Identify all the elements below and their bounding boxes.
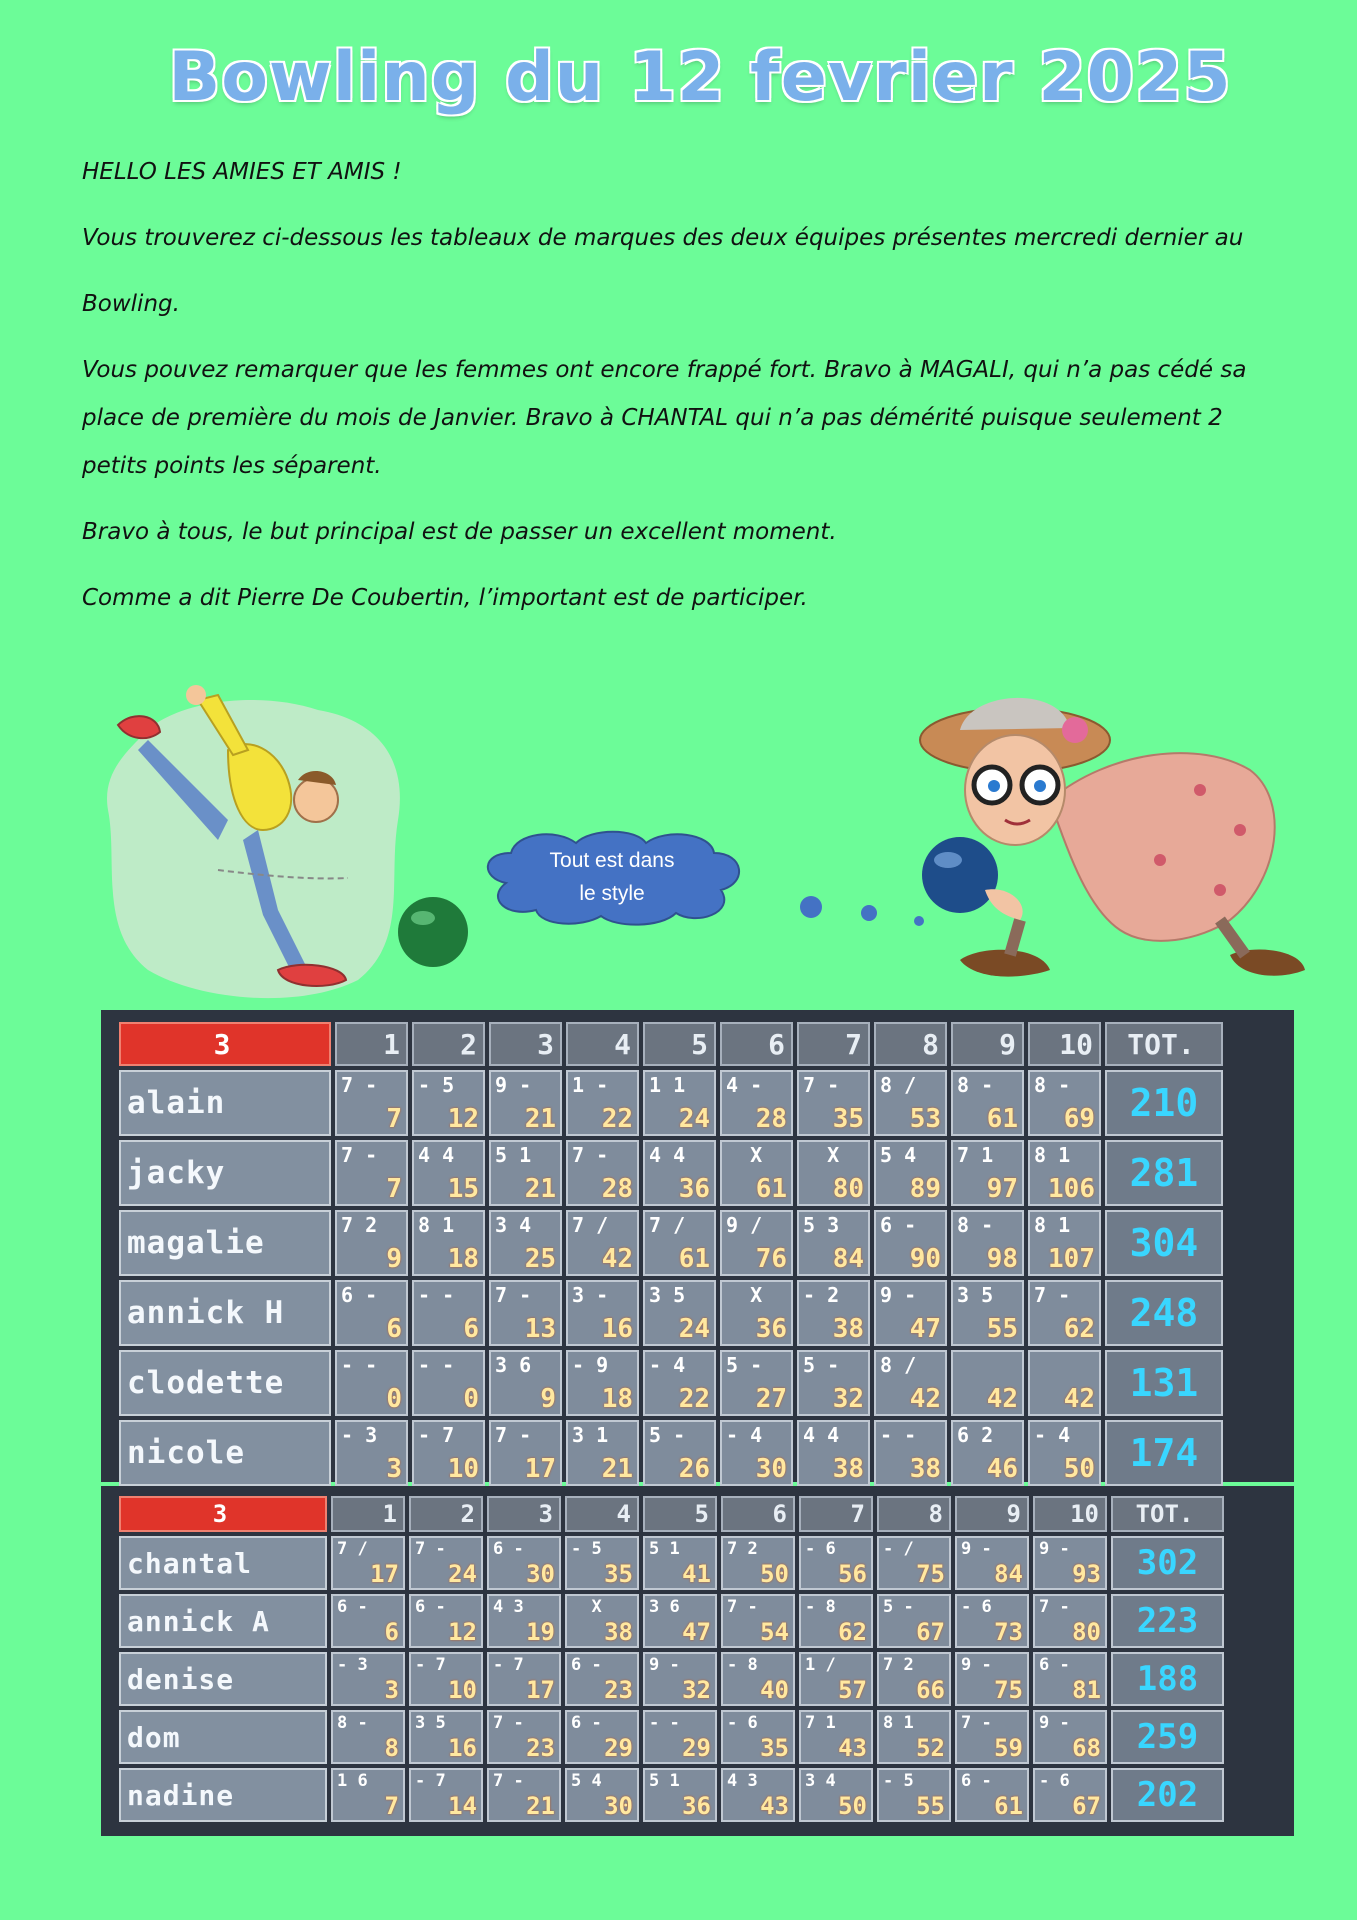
frame-header: 1	[335, 1022, 408, 1066]
paragraph-2: Bowling.	[82, 291, 180, 317]
frame-cell: - - 0	[335, 1350, 408, 1416]
frame-cell: 9 - 32	[643, 1652, 717, 1706]
frame-cell: 5 - 27	[720, 1350, 793, 1416]
frame-header: 8	[877, 1496, 951, 1532]
player-total: 302	[1111, 1536, 1224, 1590]
player-total: 188	[1111, 1652, 1224, 1706]
frame-cell: - 6 67	[1033, 1768, 1107, 1822]
frame-cell: 42	[1028, 1350, 1101, 1416]
frame-cell: 5 1 41	[643, 1536, 717, 1590]
frame-cell: 3 6 47	[643, 1594, 717, 1648]
frame-cell: 7 - 21	[487, 1768, 561, 1822]
player-name: nadine	[119, 1768, 327, 1822]
blue-bowling-ball	[922, 837, 998, 913]
bowling-man-illustration	[78, 680, 478, 1010]
frame-cell: - 3 3	[331, 1652, 405, 1706]
frame-cell: 7 / 17	[331, 1536, 405, 1590]
frame-cell: 6 - 61	[955, 1768, 1029, 1822]
player-row	[119, 1768, 1224, 1822]
frame-cell: 7 2 66	[877, 1652, 951, 1706]
frame-cell: 9 - 47	[874, 1280, 947, 1346]
game-label: 3	[119, 1496, 327, 1532]
frame-cell: 7 - 17	[489, 1420, 562, 1486]
frame-cell: 8 / 53	[874, 1070, 947, 1136]
page-title: Bowling du 12 fevrier 2025	[168, 38, 1232, 117]
frame-cell: 9 - 93	[1033, 1536, 1107, 1590]
frame-cell: 3 - 16	[566, 1280, 639, 1346]
frame-cell: 9 - 75	[955, 1652, 1029, 1706]
frame-header: 1	[331, 1496, 405, 1532]
frame-cell: X 80	[797, 1140, 870, 1206]
player-total: 131	[1105, 1350, 1223, 1416]
scoreboard-2-table	[115, 1492, 1228, 1826]
frame-cell: 8 1 107	[1028, 1210, 1101, 1276]
frame-cell: 7 2 50	[721, 1536, 795, 1590]
frame-cell: 5 3 84	[797, 1210, 870, 1276]
frame-cell: - 4 22	[643, 1350, 716, 1416]
frame-cell: - 4 50	[1028, 1420, 1101, 1486]
player-total: 304	[1105, 1210, 1223, 1276]
player-total: 174	[1105, 1420, 1223, 1486]
frame-cell: 5 4 89	[874, 1140, 947, 1206]
scoreboard-1-table	[115, 1018, 1227, 1490]
player-name: dom	[119, 1710, 327, 1764]
frame-cell: 5 - 26	[643, 1420, 716, 1486]
frame-cell: - 5 12	[412, 1070, 485, 1136]
frame-cell: 8 - 61	[951, 1070, 1024, 1136]
frame-cell: 6 - 12	[409, 1594, 483, 1648]
frame-cell: 4 3 19	[487, 1594, 561, 1648]
frame-cell: 4 4 36	[643, 1140, 716, 1206]
player-row	[119, 1652, 1224, 1706]
frame-cell: 9 - 84	[955, 1536, 1029, 1590]
player-total: 248	[1105, 1280, 1223, 1346]
frame-cell: 8 / 42	[874, 1350, 947, 1416]
frame-cell: - - 29	[643, 1710, 717, 1764]
frame-cell: - 7 10	[409, 1652, 483, 1706]
scoreboard-2-header	[119, 1496, 1224, 1532]
scoreboard-1	[101, 1010, 1294, 1482]
frame-header: 7	[797, 1022, 870, 1066]
frame-cell: 3 5 16	[409, 1710, 483, 1764]
player-name: nicole	[119, 1420, 331, 1486]
frame-cell: 6 - 90	[874, 1210, 947, 1276]
total-header: TOT.	[1105, 1022, 1223, 1066]
player-row	[119, 1140, 1223, 1206]
frame-cell: 3 5 55	[951, 1280, 1024, 1346]
frame-cell: - 4 30	[720, 1420, 793, 1486]
grandma-bowler-illustration	[900, 690, 1320, 1000]
frame-header: 3	[487, 1496, 561, 1532]
frame-cell: - - 38	[874, 1420, 947, 1486]
frame-cell: 7 - 62	[1028, 1280, 1101, 1346]
frame-cell: 4 - 28	[720, 1070, 793, 1136]
frame-cell: 9 - 21	[489, 1070, 562, 1136]
paragraph-1: Vous trouverez ci-dessous les tableaux de marques des deux équipes présentes mercredi dernier au	[82, 225, 1244, 251]
frame-cell: 5 - 67	[877, 1594, 951, 1648]
player-row	[119, 1710, 1224, 1764]
frame-cell: 7 2 9	[335, 1210, 408, 1276]
player-total: 223	[1111, 1594, 1224, 1648]
frame-cell: - 6 73	[955, 1594, 1029, 1648]
paragraph-3: Vous pouvez remarquer que les femmes ont encore frappé fort. Bravo à MAGALI, qui n’a pas cédé sa place de première du mois de Janvier. Bravo à CHANTAL qui n’a pas démérité puisque seulement 2 petits points les séparent.	[82, 357, 1247, 479]
frame-cell: - 9 18	[566, 1350, 639, 1416]
frame-cell: 5 4 30	[565, 1768, 639, 1822]
frame-cell: 4 4 15	[412, 1140, 485, 1206]
frame-header: 3	[489, 1022, 562, 1066]
frame-cell: 7 - 80	[1033, 1594, 1107, 1648]
frame-header: 9	[955, 1496, 1029, 1532]
frame-cell: 8 - 69	[1028, 1070, 1101, 1136]
player-total: 281	[1105, 1140, 1223, 1206]
green-bowling-ball	[398, 897, 468, 967]
frame-cell: 9 / 76	[720, 1210, 793, 1276]
player-total: 202	[1111, 1768, 1224, 1822]
frame-cell: 7 - 23	[487, 1710, 561, 1764]
frame-cell: - 3 3	[335, 1420, 408, 1486]
player-name: alain	[119, 1070, 331, 1136]
frame-cell: 7 - 7	[335, 1070, 408, 1136]
player-name: annick H	[119, 1280, 331, 1346]
game-label: 3	[119, 1022, 331, 1066]
player-name: annick A	[119, 1594, 327, 1648]
frame-cell: 3 6 9	[489, 1350, 562, 1416]
frame-cell: - 7 10	[412, 1420, 485, 1486]
paragraph-5: Comme a dit Pierre De Coubertin, l’important est de participer.	[82, 585, 808, 611]
frame-cell: 42	[951, 1350, 1024, 1416]
frame-cell: 6 - 30	[487, 1536, 561, 1590]
frame-cell: - 5 35	[565, 1536, 639, 1590]
frame-cell: 8 - 98	[951, 1210, 1024, 1276]
frame-cell: 8 1 106	[1028, 1140, 1101, 1206]
frame-header: 7	[799, 1496, 873, 1532]
paragraph-4: Bravo à tous, le but principal est de passer un excellent moment.	[82, 519, 837, 545]
frame-cell: X 38	[565, 1594, 639, 1648]
total-header: TOT.	[1111, 1496, 1224, 1532]
frame-cell: - / 75	[877, 1536, 951, 1590]
frame-cell: 7 1 43	[799, 1710, 873, 1764]
frame-header: 2	[409, 1496, 483, 1532]
scoreboard-2	[101, 1486, 1294, 1836]
frame-cell: 1 / 57	[799, 1652, 873, 1706]
frame-cell: - 8 40	[721, 1652, 795, 1706]
player-row	[119, 1210, 1223, 1276]
player-total: 210	[1105, 1070, 1223, 1136]
frame-cell: - 7 17	[487, 1652, 561, 1706]
frame-cell: 3 5 24	[643, 1280, 716, 1346]
frame-cell: - - 0	[412, 1350, 485, 1416]
frame-cell: 8 1 52	[877, 1710, 951, 1764]
player-name: denise	[119, 1652, 327, 1706]
frame-header: 10	[1028, 1022, 1101, 1066]
frame-header: 8	[874, 1022, 947, 1066]
frame-cell: 7 - 13	[489, 1280, 562, 1346]
player-name: magalie	[119, 1210, 331, 1276]
frame-cell: 7 - 35	[797, 1070, 870, 1136]
greeting: HELLO LES AMIES ET AMIS !	[82, 159, 402, 185]
frame-cell: 7 - 7	[335, 1140, 408, 1206]
frame-cell: - 7 14	[409, 1768, 483, 1822]
frame-cell: 7 - 54	[721, 1594, 795, 1648]
frame-cell: 3 4 25	[489, 1210, 562, 1276]
frame-header: 5	[643, 1496, 717, 1532]
frame-cell: - - 6	[412, 1280, 485, 1346]
frame-header: 6	[720, 1022, 793, 1066]
frame-cell: - 6 35	[721, 1710, 795, 1764]
frame-cell: 6 - 23	[565, 1652, 639, 1706]
frame-cell: 7 / 61	[643, 1210, 716, 1276]
frame-cell: 7 - 24	[409, 1536, 483, 1590]
frame-cell: 7 - 28	[566, 1140, 639, 1206]
player-row	[119, 1594, 1224, 1648]
frame-cell: 6 - 6	[331, 1594, 405, 1648]
frame-cell: 5 1 36	[643, 1768, 717, 1822]
frame-cell: 1 1 24	[643, 1070, 716, 1136]
frame-cell: 6 - 81	[1033, 1652, 1107, 1706]
player-row	[119, 1070, 1223, 1136]
intro-text	[82, 148, 1282, 640]
player-name: clodette	[119, 1350, 331, 1416]
scoreboard-1-header	[119, 1022, 1223, 1066]
player-name: jacky	[119, 1140, 331, 1206]
player-row	[119, 1420, 1223, 1486]
frame-cell: 7 1 97	[951, 1140, 1024, 1206]
frame-cell: 9 - 68	[1033, 1710, 1107, 1764]
player-total: 259	[1111, 1710, 1224, 1764]
frame-cell: 3 4 50	[799, 1768, 873, 1822]
frame-cell: - 6 56	[799, 1536, 873, 1590]
frame-cell: X 36	[720, 1280, 793, 1346]
frame-cell: 5 1 21	[489, 1140, 562, 1206]
frame-cell: 6 - 29	[565, 1710, 639, 1764]
frame-header: 4	[565, 1496, 639, 1532]
frame-cell: 7 - 59	[955, 1710, 1029, 1764]
player-row	[119, 1536, 1224, 1590]
player-name: chantal	[119, 1536, 327, 1590]
frame-cell: X 61	[720, 1140, 793, 1206]
frame-cell: 4 3 43	[721, 1768, 795, 1822]
frame-cell: 6 2 46	[951, 1420, 1024, 1486]
frame-cell: 1 6 7	[331, 1768, 405, 1822]
frame-cell: 6 - 6	[335, 1280, 408, 1346]
player-row	[119, 1280, 1223, 1346]
frame-header: 9	[951, 1022, 1024, 1066]
frame-cell: - 2 38	[797, 1280, 870, 1346]
frame-header: 4	[566, 1022, 639, 1066]
frame-cell: - 8 62	[799, 1594, 873, 1648]
frame-cell: 8 - 8	[331, 1710, 405, 1764]
speech-bubble-text: Tout est dans le style	[549, 849, 675, 905]
frame-header: 6	[721, 1496, 795, 1532]
frame-cell: - 5 55	[877, 1768, 951, 1822]
frame-header: 2	[412, 1022, 485, 1066]
frame-cell: 1 - 22	[566, 1070, 639, 1136]
frame-cell: 4 4 38	[797, 1420, 870, 1486]
frame-cell: 8 1 18	[412, 1210, 485, 1276]
frame-header: 10	[1033, 1496, 1107, 1532]
frame-cell: 3 1 21	[566, 1420, 639, 1486]
frame-header: 5	[643, 1022, 716, 1066]
frame-cell: 7 / 42	[566, 1210, 639, 1276]
frame-cell: 5 - 32	[797, 1350, 870, 1416]
player-row	[119, 1350, 1223, 1416]
